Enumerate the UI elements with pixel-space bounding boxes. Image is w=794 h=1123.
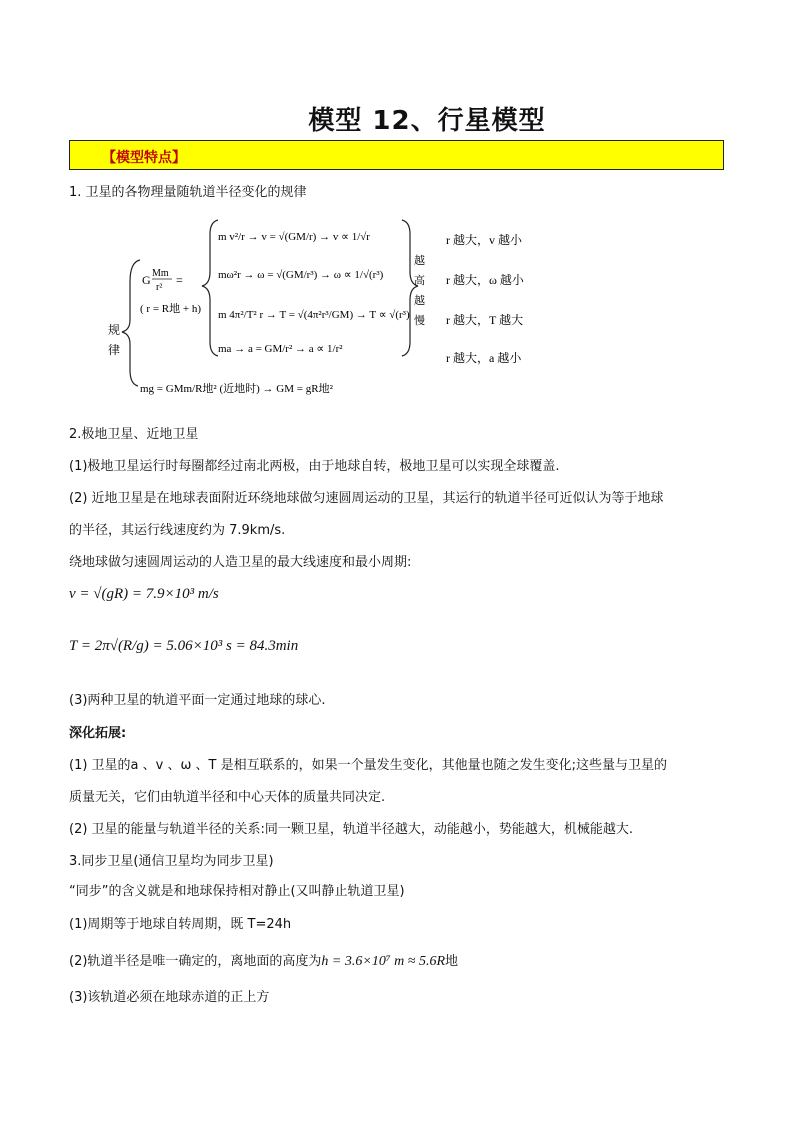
vert-yue-1: 越 [414, 255, 425, 267]
extension-p2: (2) 卫星的能量与轨道半径的关系:同一颗卫星，轨道半径越大，动能越小，势能越大，机械能越大. [69, 822, 634, 837]
section-banner [69, 140, 724, 170]
result-a: r 越大，a 越小 [446, 351, 522, 365]
orbit-law-diagram [100, 212, 560, 412]
outer-brace [122, 260, 140, 386]
section-3-p3-prefix: (2)轨道半径是唯一确定的，离地面的高度为 [69, 954, 322, 969]
page-title: 模型 12、行星模型 [308, 106, 546, 136]
row-acceleration: ma → a = GM/r² → a ∝ 1/r² [218, 343, 343, 355]
vert-gao: 高 [414, 275, 425, 287]
section-2-heading: 2.极地卫星、近地卫星 [69, 427, 199, 442]
r-definition: ( r = R地 + h) [140, 303, 201, 315]
extension-heading: 深化拓展: [69, 726, 127, 741]
section-2-p2a: (2) 近地卫星是在地球表面附近环绕地球做匀速圆周运动的卫星，其运行的轨道半径可近似认为等于地球 [69, 491, 664, 506]
formula-min-period: T = 2π√(R/g) = 5.06×10³ s = 84.3min [69, 638, 299, 654]
banner-label: 【模型特点】 [102, 150, 186, 166]
section-3-p3-suffix: 地 [445, 954, 459, 969]
section-3-p4: (3)该轨道必须在地球赤道的正上方 [69, 990, 270, 1005]
section-3-p1: “同步”的含义就是和地球保持相对静止(又叫静止轨道卫星) [69, 884, 405, 899]
extension-p1a: (1) 卫星的a 、v 、ω 、T 是相互联系的，如果一个量发生变化，其他量也随之发生变化;这些量与卫星的 [69, 758, 667, 773]
gmm-g: G [142, 273, 151, 287]
row-near-earth: mg = GMm/R地² (近地时) → GM = gR地² [140, 383, 333, 395]
section-3-heading: 3.同步卫星(通信卫星均为同步卫星) [69, 854, 274, 869]
row-angular: mω²r → ω = √(GM/r³) → ω ∝ 1/√(r³) [218, 269, 384, 281]
inner-brace [202, 220, 218, 356]
section-1-heading: 1. 卫星的各物理量随轨道半径变化的规律 [69, 185, 307, 200]
section-3-p2: (1)周期等于地球自转周期，既 T=24h [69, 917, 292, 932]
gmm-eq: = [176, 273, 183, 287]
section-2-p2b: 的半径，其运行线速度约为 7.9km/s. [69, 523, 286, 538]
formula-max-speed: v = √(gR) = 7.9×10³ m/s [69, 586, 219, 602]
gmm-den: r² [156, 282, 163, 293]
right-brace [402, 220, 418, 356]
section-3-p3-formula: h = 3.6×10⁷ m ≈ 5.6R [321, 954, 446, 969]
result-t: r 越大，T 越大 [446, 313, 524, 327]
section-2-p1: (1)极地卫星运行时每圈都经过南北两极，由于地球自转，极地卫星可以实现全球覆盖. [69, 459, 560, 474]
row-velocity: m v²/r → v = √(GM/r) → v ∝ 1/√r [218, 231, 370, 243]
label-lv: 律 [108, 343, 121, 357]
gmm-num: Mm [152, 268, 169, 279]
label-gui: 规 [108, 323, 121, 337]
section-2-p3: 绕地球做匀速圆周运动的人造卫星的最大线速度和最小周期: [69, 555, 412, 570]
result-omega: r 越大，ω 越小 [446, 273, 524, 287]
vert-yue-2: 越 [414, 295, 425, 307]
section-2-p4: (3)两种卫星的轨道平面一定通过地球的球心. [69, 693, 326, 708]
section-3-p3 [69, 950, 458, 970]
result-v: r 越大，v 越小 [446, 233, 522, 247]
row-period: m 4π²/T² r → T = √(4π²r³/GM) → T ∝ √(r³) [218, 309, 410, 321]
extension-p1b: 质量无关，它们由轨道半径和中心天体的质量共同决定. [69, 790, 386, 805]
vert-man: 慢 [414, 315, 425, 327]
